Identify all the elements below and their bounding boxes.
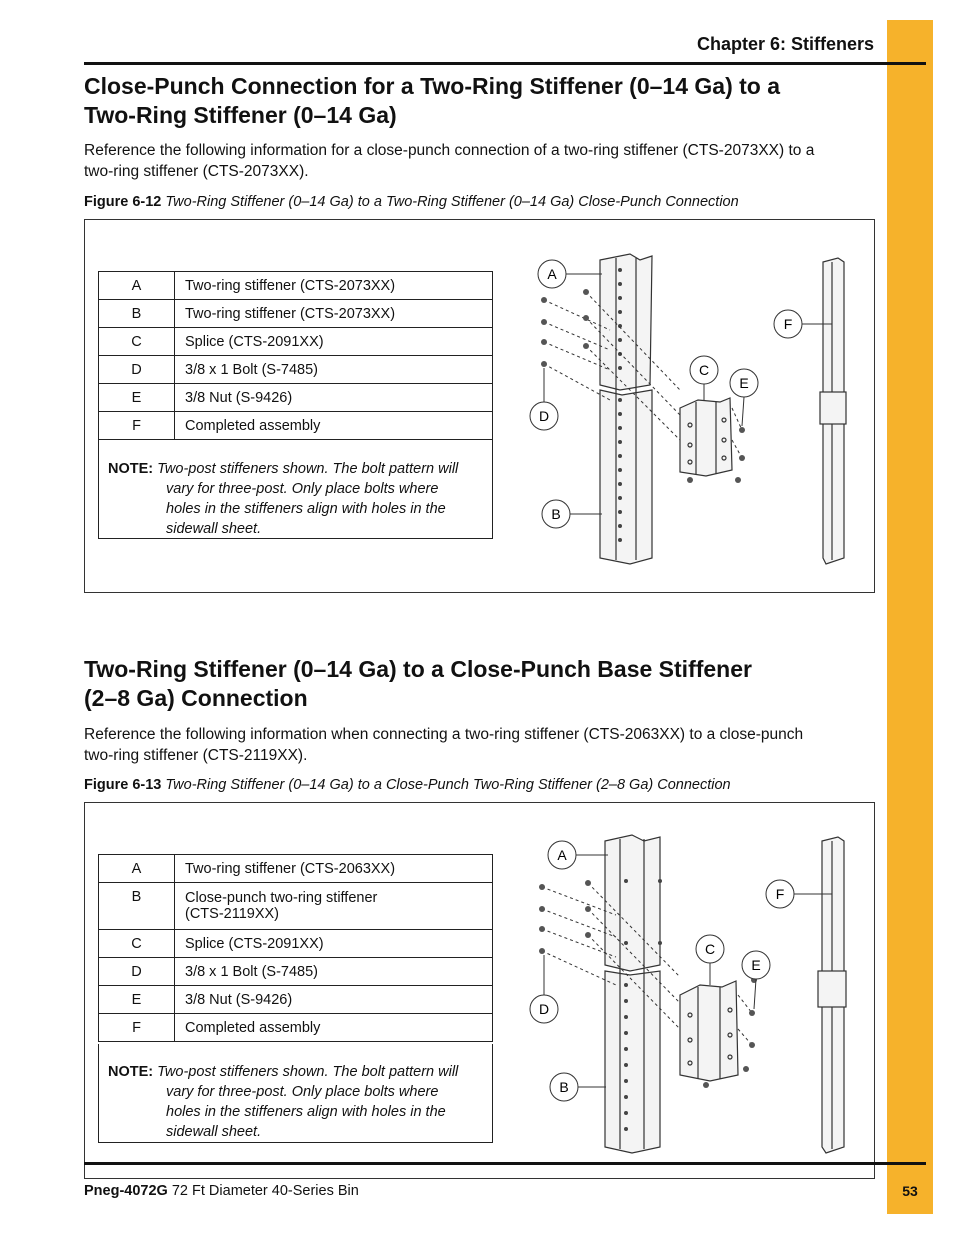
callout-e-label: E bbox=[751, 957, 761, 973]
figure-6-13-illustration bbox=[520, 825, 860, 1160]
legend-text-line1: Close-punch two-ring stiffener bbox=[185, 890, 378, 906]
callout-c bbox=[690, 356, 718, 400]
figure-6-12-caption-text: Two-Ring Stiffener (0–14 Ga) to a Two-Ring Stiffener (0–14 Ga) Close-Punch Connection bbox=[165, 194, 739, 210]
section2-paragraph bbox=[84, 724, 876, 766]
legend-key: A bbox=[99, 855, 175, 883]
callout-a bbox=[548, 841, 608, 869]
figure-6-12-legend bbox=[98, 271, 493, 440]
header-rule bbox=[84, 62, 926, 65]
legend-text bbox=[175, 883, 493, 930]
callout-b-label: B bbox=[559, 1079, 569, 1095]
figure-6-13-legend bbox=[98, 854, 493, 1042]
legend-row bbox=[99, 930, 493, 958]
callout-c-label: C bbox=[704, 941, 716, 957]
note-line: holes in the stiffeners align with holes in the bbox=[166, 501, 446, 517]
legend-row bbox=[99, 883, 493, 930]
legend-text: Completed assembly bbox=[175, 412, 493, 440]
completed-assembly-drawing bbox=[818, 837, 846, 1153]
footer bbox=[84, 1183, 359, 1199]
legend-text: 3/8 x 1 Bolt (S-7485) bbox=[175, 958, 493, 986]
callout-e bbox=[730, 369, 758, 426]
splice-drawing bbox=[680, 981, 738, 1081]
note-line: Two-post stiffeners shown. The bolt pattern will bbox=[157, 461, 459, 477]
section1-title bbox=[84, 72, 874, 130]
section2-title-line1: Two-Ring Stiffener (0–14 Ga) to a Close-Punch Base Stiffener bbox=[84, 656, 752, 682]
legend-key: B bbox=[99, 300, 175, 328]
legend-key: B bbox=[99, 883, 175, 930]
section1-para-line2: two-ring stiffener (CTS-2073XX). bbox=[84, 163, 309, 180]
note-line: sidewall sheet. bbox=[166, 1124, 262, 1140]
callout-d-label: D bbox=[538, 1001, 550, 1017]
legend-text: Two-ring stiffener (CTS-2073XX) bbox=[175, 300, 493, 328]
callout-d bbox=[530, 368, 558, 430]
footer-doc-id: Pneg-4072G bbox=[84, 1183, 168, 1199]
legend-text: Splice (CTS-2091XX) bbox=[175, 930, 493, 958]
legend-key: D bbox=[99, 958, 175, 986]
legend-row bbox=[99, 384, 493, 412]
footer-doc-title: 72 Ft Diameter 40-Series Bin bbox=[171, 1183, 359, 1199]
legend-text: Completed assembly bbox=[175, 1014, 493, 1042]
section1-title-line1: Close-Punch Connection for a Two-Ring Stiffener (0–14 Ga) to a bbox=[84, 73, 781, 99]
figure-6-12-label: Figure 6-12 bbox=[84, 194, 162, 210]
legend-row bbox=[99, 855, 493, 883]
page-number: 53 bbox=[902, 1183, 918, 1199]
section2-para-line1: Reference the following information when connecting a two-ring stiffener (CTS-2063XX) to a close-punch bbox=[84, 726, 804, 743]
section2-title bbox=[84, 655, 874, 713]
section1-paragraph bbox=[84, 140, 876, 182]
callout-b-label: B bbox=[551, 506, 561, 522]
callout-a-label: A bbox=[557, 847, 567, 863]
footer-rule bbox=[84, 1162, 926, 1165]
completed-assembly-drawing bbox=[820, 258, 846, 564]
legend-key: C bbox=[99, 930, 175, 958]
legend-row bbox=[99, 986, 493, 1014]
note-line: Two-post stiffeners shown. The bolt pattern will bbox=[157, 1064, 459, 1080]
legend-key: F bbox=[99, 1014, 175, 1042]
figure-6-13-caption-text: Two-Ring Stiffener (0–14 Ga) to a Close-Punch Two-Ring Stiffener (2–8 Ga) Connection bbox=[165, 777, 731, 793]
legend-key: F bbox=[99, 412, 175, 440]
legend-row bbox=[99, 1014, 493, 1042]
note-line: sidewall sheet. bbox=[166, 521, 262, 537]
section1-title-line2: Two-Ring Stiffener (0–14 Ga) bbox=[84, 102, 397, 128]
figure-6-12-illustration bbox=[520, 240, 860, 580]
legend-key: D bbox=[99, 356, 175, 384]
legend-text: 3/8 Nut (S-9426) bbox=[175, 986, 493, 1014]
legend-row bbox=[99, 412, 493, 440]
chapter-side-tab bbox=[887, 20, 933, 1214]
callout-b bbox=[542, 500, 602, 528]
legend-text-line2: (CTS-2119XX) bbox=[185, 906, 280, 922]
legend-key: C bbox=[99, 328, 175, 356]
upper-stiffener-drawing bbox=[605, 835, 660, 1153]
callout-d bbox=[530, 955, 558, 1023]
legend-text: 3/8 x 1 Bolt (S-7485) bbox=[175, 356, 493, 384]
callout-c-label: C bbox=[698, 362, 710, 378]
upper-stiffener-drawing bbox=[600, 254, 652, 564]
callout-e-label: E bbox=[739, 375, 749, 391]
callout-f-label: F bbox=[783, 316, 793, 332]
note-line: holes in the stiffeners align with holes in the bbox=[166, 1104, 446, 1120]
callout-f-label: F bbox=[775, 886, 785, 902]
legend-key: A bbox=[99, 272, 175, 300]
legend-row bbox=[99, 328, 493, 356]
figure-6-13-caption bbox=[84, 777, 731, 793]
callout-d-label: D bbox=[538, 408, 550, 424]
legend-row bbox=[99, 958, 493, 986]
legend-text: Splice (CTS-2091XX) bbox=[175, 328, 493, 356]
callout-c bbox=[696, 935, 724, 985]
figure-6-13-label: Figure 6-13 bbox=[84, 777, 162, 793]
splice-drawing bbox=[680, 398, 732, 476]
legend-row bbox=[99, 272, 493, 300]
legend-key: E bbox=[99, 986, 175, 1014]
note-line: vary for three-post. Only place bolts where bbox=[166, 1084, 439, 1100]
section2-para-line2: two-ring stiffener (CTS-2119XX). bbox=[84, 747, 308, 764]
legend-text: Two-ring stiffener (CTS-2063XX) bbox=[175, 855, 493, 883]
note-line: vary for three-post. Only place bolts where bbox=[166, 481, 439, 497]
legend-row bbox=[99, 300, 493, 328]
callout-a bbox=[538, 260, 602, 288]
legend-key: E bbox=[99, 384, 175, 412]
figure-6-13-note bbox=[108, 1062, 488, 1142]
callout-a-label: A bbox=[547, 266, 557, 282]
note-label: NOTE: bbox=[108, 461, 154, 477]
figure-6-12-caption bbox=[84, 194, 739, 210]
legend-row bbox=[99, 356, 493, 384]
section2-title-line2: (2–8 Ga) Connection bbox=[84, 685, 308, 711]
note-label: NOTE: bbox=[108, 1064, 154, 1080]
section1-para-line1: Reference the following information for a close-punch connection of a two-ring stiffener (CTS-2073XX) to a bbox=[84, 142, 815, 159]
callout-e bbox=[742, 951, 770, 1009]
callout-b bbox=[550, 1073, 606, 1101]
figure-6-12-note bbox=[108, 459, 488, 539]
chapter-heading: Chapter 6: Stiffeners bbox=[696, 34, 874, 54]
legend-text: 3/8 Nut (S-9426) bbox=[175, 384, 493, 412]
legend-text: Two-ring stiffener (CTS-2073XX) bbox=[175, 272, 493, 300]
